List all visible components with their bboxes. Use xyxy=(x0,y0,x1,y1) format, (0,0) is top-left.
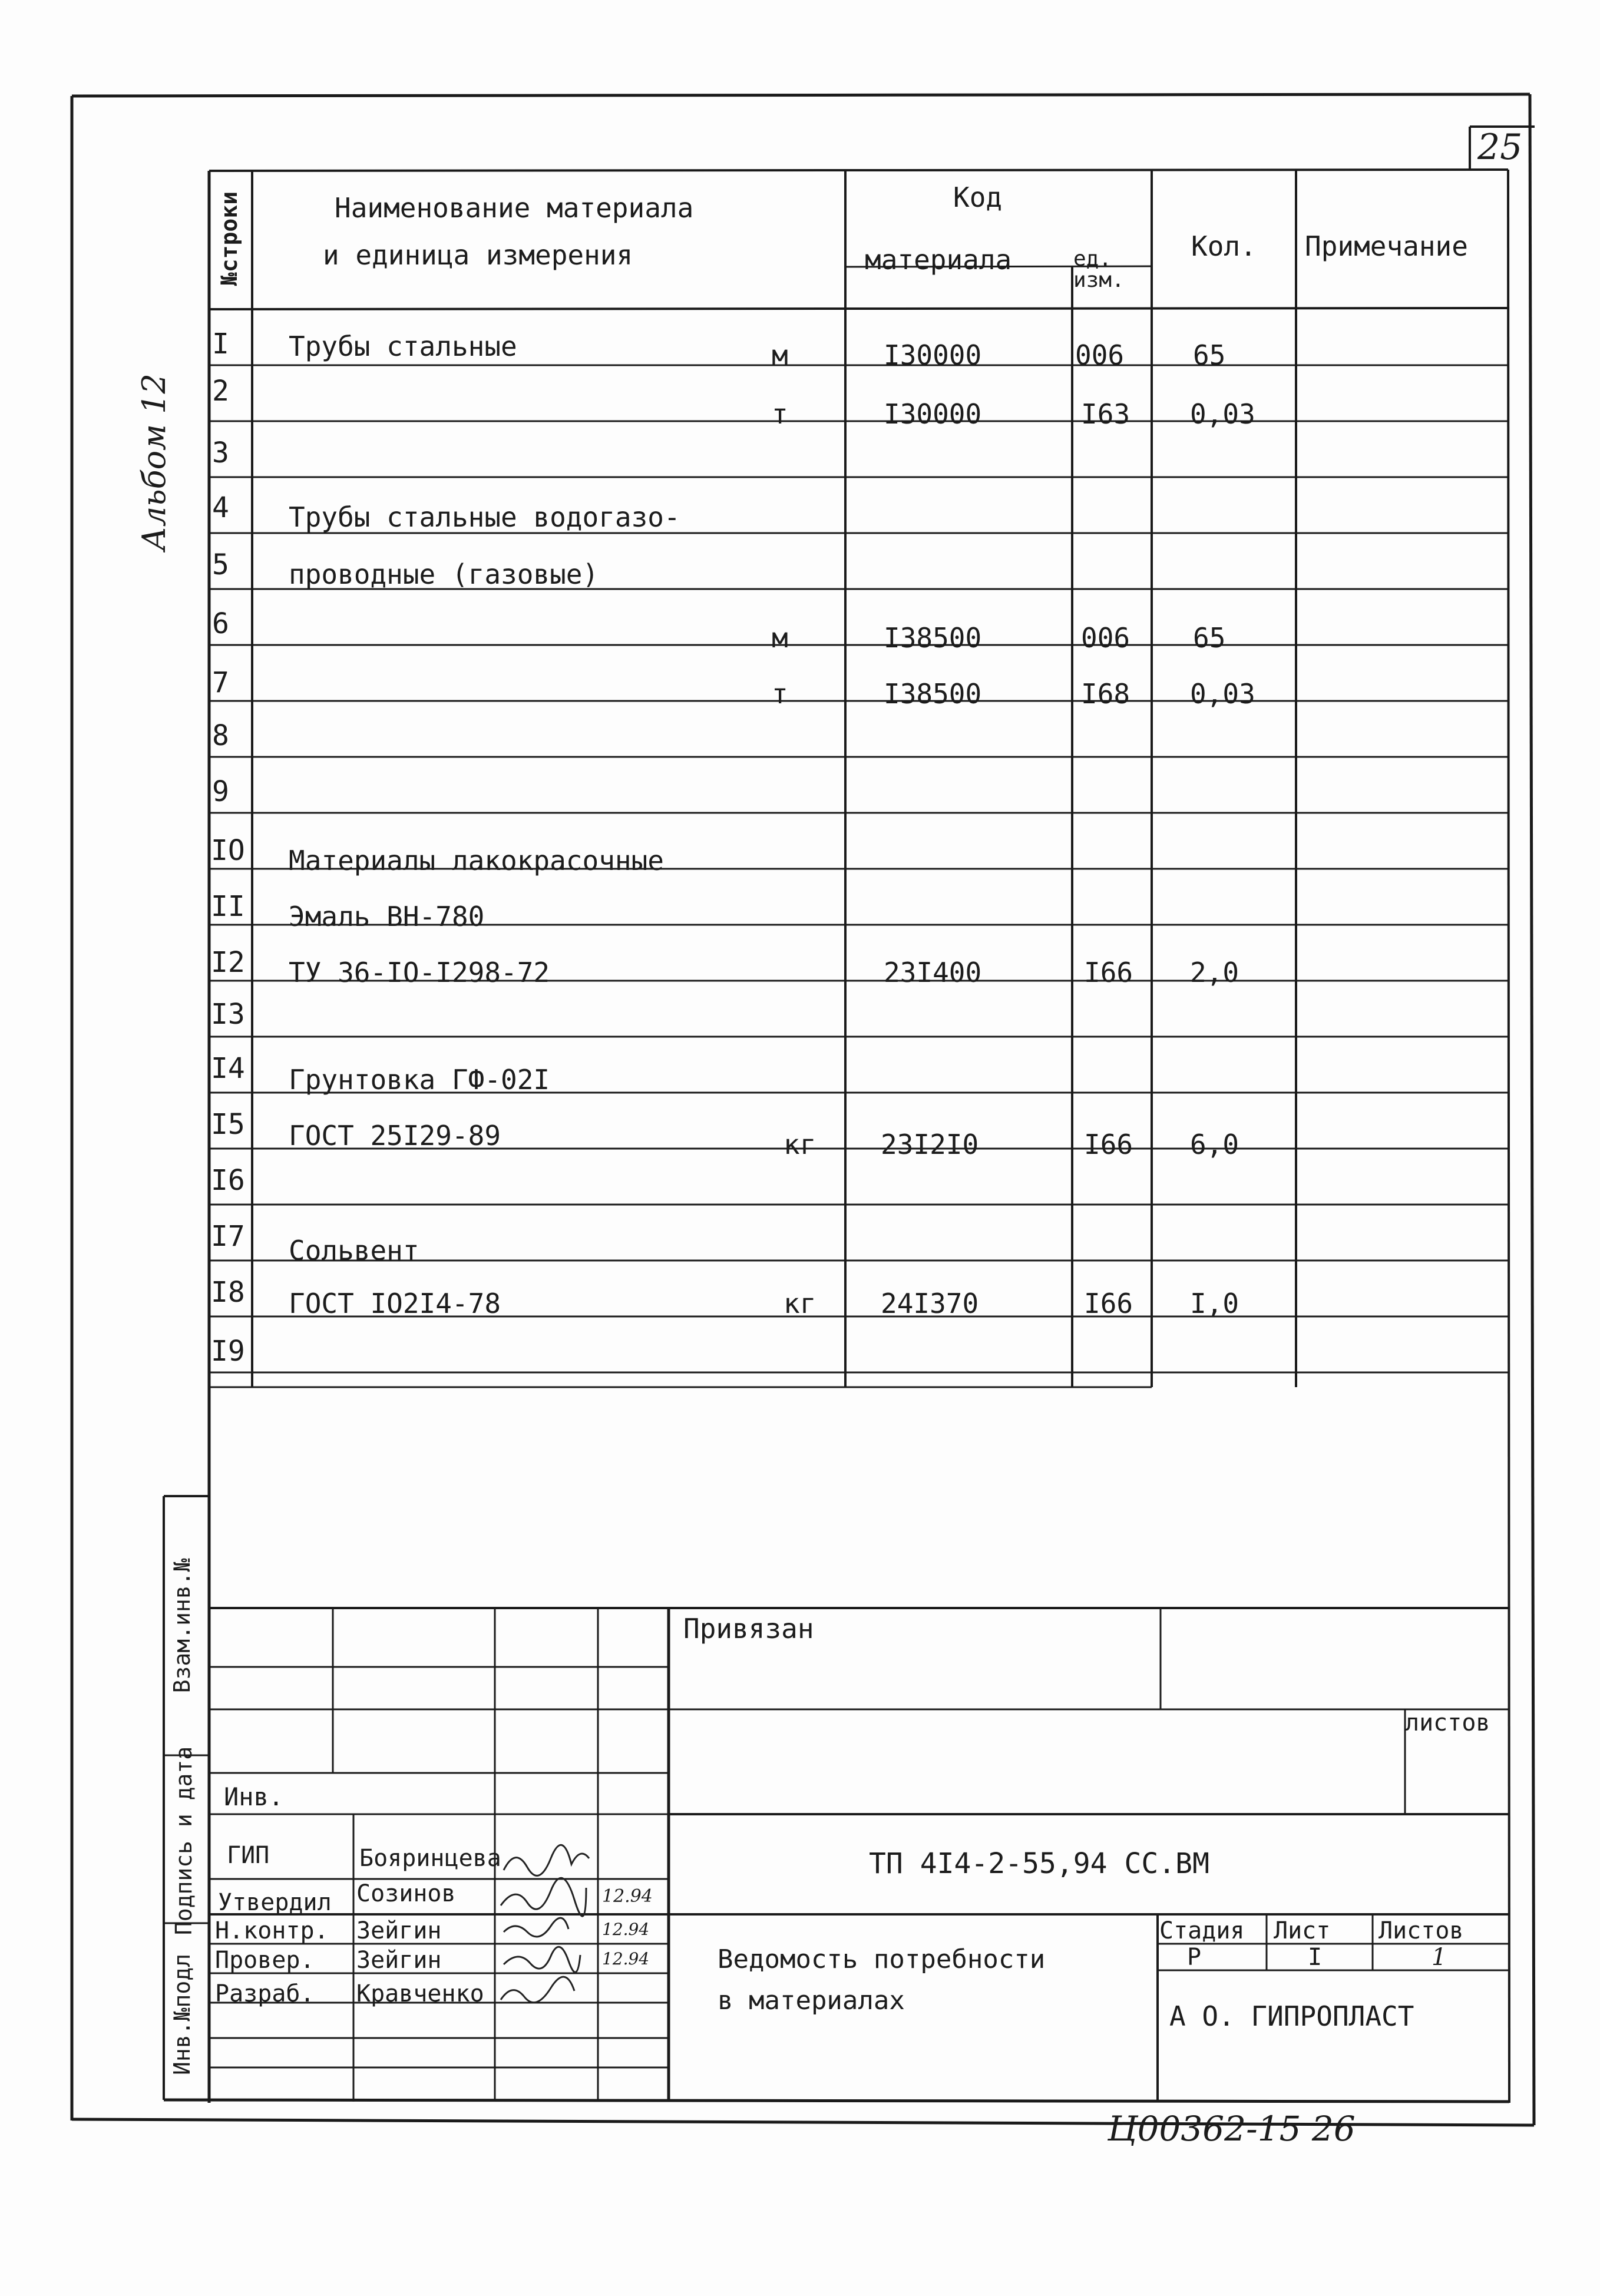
header-quantity: Кол. xyxy=(1191,230,1257,262)
row-number: 6 xyxy=(212,607,229,640)
row-quantity: 0,03 xyxy=(1190,678,1255,710)
header-name-line2: и единица измерения xyxy=(323,239,633,271)
document-designation: ТП 4I4-2-55,94 СС.ВМ xyxy=(869,1847,1209,1880)
row-number: 7 xyxy=(212,666,229,699)
row-name: Грунтовка ГФ-02I xyxy=(289,1064,550,1096)
row-number: I4 xyxy=(211,1052,245,1085)
row-quantity: I,0 xyxy=(1190,1288,1239,1319)
row-number: I2 xyxy=(211,946,245,979)
stage-label: Стадия xyxy=(1159,1917,1245,1944)
row-unit: т xyxy=(772,678,788,710)
row-code: I30000 xyxy=(884,339,982,371)
signature-date: 12.94 xyxy=(602,1920,650,1939)
row-number: 8 xyxy=(212,719,229,752)
row-name: ГОСТ 25I29-89 xyxy=(289,1120,501,1152)
row-quantity: 2,0 xyxy=(1190,957,1239,988)
row-number: II xyxy=(211,890,245,923)
row-unit-code: I66 xyxy=(1084,1288,1133,1319)
row-number: 5 xyxy=(212,548,229,581)
row-name: Трубы стальные xyxy=(289,330,517,362)
row-quantity: 65 xyxy=(1193,339,1226,371)
signature-role: Провер. xyxy=(215,1947,315,1974)
stamp-inv-podl: Инв.№подл xyxy=(169,1954,195,2075)
privyazan-label: Привязан xyxy=(683,1613,814,1645)
sheets-label: Листов xyxy=(1378,1917,1464,1944)
sheets-value: 1 xyxy=(1432,1944,1447,1971)
signature-name: Кравченко xyxy=(356,1980,484,2007)
signature-date: 12.94 xyxy=(602,1949,650,1969)
document-title-line1: Ведомость потребности xyxy=(718,1944,1046,1974)
header-code-unit-l1: ед. xyxy=(1073,247,1112,271)
row-name: Сольвент xyxy=(289,1235,419,1266)
row-name: Материалы лакокрасочные xyxy=(289,845,664,876)
row-unit: м xyxy=(772,622,788,654)
row-number: I5 xyxy=(211,1108,245,1141)
stamp-vzam-inv: Взам.инв.№ xyxy=(169,1558,195,1693)
row-unit-code: I66 xyxy=(1084,957,1133,988)
row-number: IO xyxy=(211,834,245,867)
row-number: I8 xyxy=(211,1276,245,1309)
row-number: 3 xyxy=(212,436,229,469)
row-number: I9 xyxy=(211,1335,245,1368)
sheet-value: I xyxy=(1308,1944,1323,1971)
row-unit: т xyxy=(772,398,788,430)
document-title-line2: в материалах xyxy=(718,1986,905,2016)
row-name: ГОСТ IO2I4-78 xyxy=(289,1288,501,1319)
row-code: 23I2I0 xyxy=(881,1129,979,1160)
row-code: I30000 xyxy=(884,398,982,430)
row-quantity: 0,03 xyxy=(1190,398,1255,430)
row-name: Эмаль ВН-780 xyxy=(289,901,485,932)
row-unit-code: I63 xyxy=(1081,398,1130,430)
row-unit-code: 006 xyxy=(1081,622,1130,654)
signature-name: Созинов xyxy=(356,1880,456,1907)
signature-role: Н.контр. xyxy=(215,1917,329,1944)
row-number: 9 xyxy=(212,775,229,808)
header-code-material: материала xyxy=(865,244,1012,276)
row-code: I38500 xyxy=(884,622,982,654)
row-code: 23I400 xyxy=(884,957,982,988)
row-number: 4 xyxy=(212,491,229,524)
row-unit-code: 006 xyxy=(1075,339,1125,371)
signature-name: Бояринцева xyxy=(359,1845,501,1872)
listov-top-label: листов xyxy=(1405,1709,1490,1736)
row-quantity: 6,0 xyxy=(1190,1129,1239,1160)
stamp-podpis-data: Подпись и дата xyxy=(171,1746,197,1936)
album-note: Альбом 12 xyxy=(135,373,173,551)
row-number: 2 xyxy=(212,375,229,408)
row-unit-code: I66 xyxy=(1084,1129,1133,1160)
signature-date: 12.94 xyxy=(602,1886,653,1907)
signature-name: Зейгин xyxy=(356,1947,442,1974)
row-unit: кг xyxy=(784,1288,816,1319)
header-code-unit-l2: изм. xyxy=(1073,268,1125,292)
row-code: 24I370 xyxy=(881,1288,979,1319)
signature-name: Зейгин xyxy=(356,1917,442,1944)
header-name-line1: Наименование материала xyxy=(335,192,694,224)
row-number: I3 xyxy=(211,998,245,1031)
row-number: I xyxy=(212,327,229,360)
row-name: Трубы стальные водогазо- xyxy=(289,501,680,533)
signature-role: Утвердил xyxy=(218,1889,332,1916)
page-number: 25 xyxy=(1477,127,1523,168)
row-code: I38500 xyxy=(884,678,982,710)
row-number: I7 xyxy=(211,1220,245,1253)
sheet-label: Лист xyxy=(1274,1917,1331,1944)
stage-value: Р xyxy=(1187,1944,1202,1971)
row-unit-code: I68 xyxy=(1081,678,1130,710)
signature-role: ГИП xyxy=(227,1842,270,1869)
organization: А О. ГИПРОПЛАСТ xyxy=(1169,2000,1414,2032)
row-unit: кг xyxy=(784,1129,816,1160)
archive-number: Ц00362-15 26 xyxy=(1108,2109,1356,2149)
signature-role: Разраб. xyxy=(215,1980,315,2007)
header-note: Примечание xyxy=(1305,230,1468,262)
row-number: I6 xyxy=(211,1164,245,1197)
row-quantity: 65 xyxy=(1193,622,1226,654)
row-unit: м xyxy=(772,339,788,371)
inv-label: Инв. xyxy=(224,1782,284,1811)
header-code: Код xyxy=(953,181,1003,213)
header-row-number: №строки xyxy=(216,191,242,286)
row-name: проводные (газовые) xyxy=(289,558,599,590)
row-name: ТУ 36-IO-I298-72 xyxy=(289,957,550,988)
